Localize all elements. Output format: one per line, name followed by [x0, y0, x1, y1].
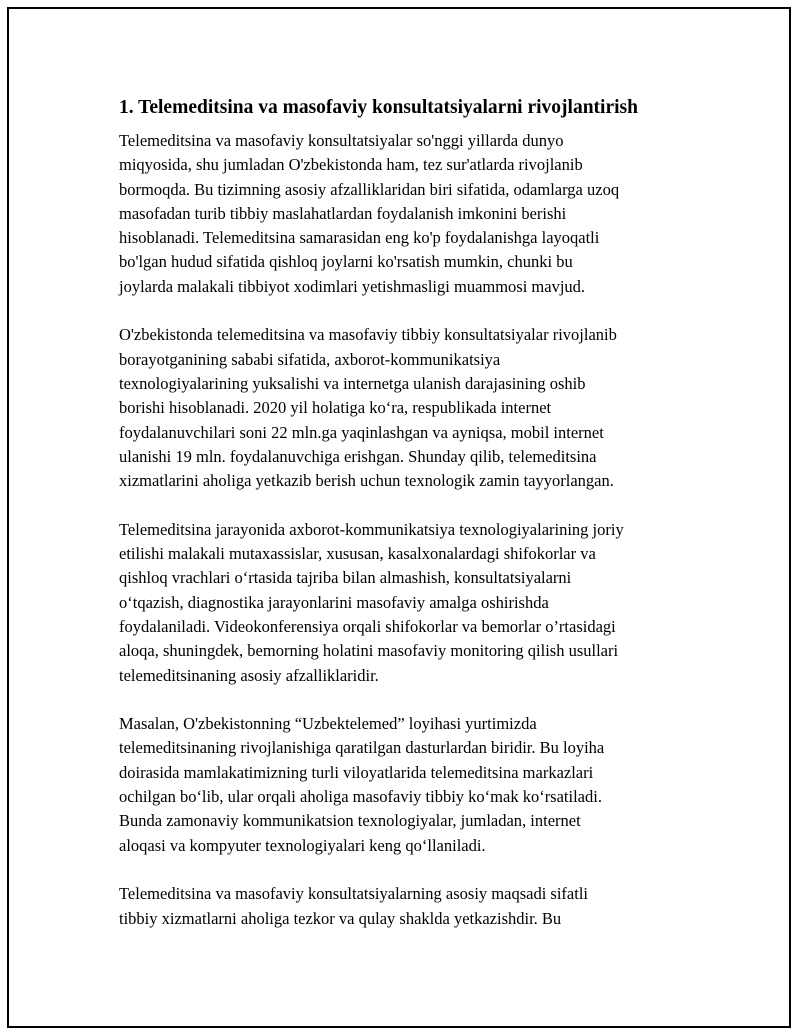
text-line: aloqasi va kompyuter texnologiyalari keng qoʻllaniladi.: [119, 835, 486, 855]
document-page: [7, 7, 791, 1028]
text-line: O'zbekistonda telemeditsina va masofaviy tibbiy konsultatsiyalar rivojlanib: [119, 325, 617, 345]
paragraph-5: [119, 882, 699, 931]
paragraph-3: [119, 518, 699, 688]
text-line: ochilgan boʻlib, ular orqali aholiga masofaviy tibbiy koʻmak koʻrsatiladi.: [119, 787, 602, 807]
text-line: doirasida mamlakatimizning turli viloyatlarida telemeditsina markazlari: [119, 762, 594, 782]
text-line: etilishi malakali mutaxassislar, xususan, kasalxonalardagi shifokorlar va: [119, 544, 596, 564]
text-line: texnologiyalarining yuksalishi va internetga ulanish darajasining oshib: [119, 373, 586, 393]
text-line: hisoblanadi. Telemeditsina samarasidan eng ko'p foydalanishga layoqatli: [119, 228, 600, 248]
text-line: aloqa, shuningdek, bemorning holatini masofaviy monitoring qilish usullari: [119, 641, 619, 661]
text-line: borishi hisoblanadi. 2020 yil holatiga koʻra, respublikada internet: [119, 398, 552, 418]
text-line: Telemeditsina jarayonida axborot-kommunikatsiya texnologiyalarining joriy: [119, 519, 624, 539]
text-line: ulanishi 19 mln. foydalanuvchiga erishgan. Shunday qilib, telemeditsina: [119, 446, 597, 466]
text-line: telemeditsinaning rivojlanishiga qaratilgan dasturlardan biridir. Bu loyiha: [119, 738, 605, 758]
text-line: borayotganining sababi sifatida, axborot-kommunikatsiya: [119, 349, 501, 369]
document-body: [119, 95, 699, 955]
section-heading: 1. Telemeditsina va masofaviy konsultatsiyalarni rivojlantirish: [119, 97, 638, 118]
text-line: Masalan, O'zbekistonning “Uzbektelemed” loyihasi yurtimizda: [119, 714, 537, 734]
text-line: bo'lgan hudud sifatida qishloq joylarni ko'rsatish mumkin, chunki bu: [119, 252, 573, 272]
text-line: tibbiy xizmatlarni aholiga tezkor va qulay shaklda yetkazishdir. Bu: [119, 908, 562, 928]
text-line: telemeditsinaning asosiy afzalliklaridir.: [119, 665, 379, 685]
text-line: foydalaniladi. Videokonferensiya orqali shifokorlar va bemorlar o’rtasidagi: [119, 616, 616, 636]
paragraph-4: [119, 712, 699, 858]
text-line: foydalanuvchilari soni 22 mln.ga yaqinlashgan va ayniqsa, mobil internet: [119, 422, 604, 442]
text-line: Bunda zamonaviy kommunikatsion texnologiyalar, jumladan, internet: [119, 811, 581, 831]
paragraph-2: [119, 323, 699, 493]
text-line: Telemeditsina va masofaviy konsultatsiyalarning asosiy maqsadi sifatli: [119, 884, 588, 904]
text-line: xizmatlarini aholiga yetkazib berish uchun texnologik zamin tayyorlangan.: [119, 471, 614, 491]
text-line: qishloq vrachlari oʻrtasida tajriba bilan almashish, konsultatsiyalarni: [119, 568, 572, 588]
text-line: masofadan turib tibbiy maslahatlardan foydalanish imkonini berishi: [119, 203, 567, 223]
text-line: oʻtqazish, diagnostika jarayonlarini masofaviy amalga oshirishda: [119, 592, 549, 612]
text-line: Telemeditsina va masofaviy konsultatsiyalar so'nggi yillarda dunyo: [119, 131, 564, 150]
text-line: miqyosida, shu jumladan O'zbekistonda ham, tez sur'atlarda rivojlanib: [119, 155, 583, 175]
paragraph-1: [119, 129, 699, 299]
text-line: bormoqda. Bu tizimning asosiy afzalliklaridan biri sifatida, odamlarga uzoq: [119, 179, 620, 199]
text-line: joylarda malakali tibbiyot xodimlari yetishmasligi muammosi mavjud.: [119, 276, 586, 296]
